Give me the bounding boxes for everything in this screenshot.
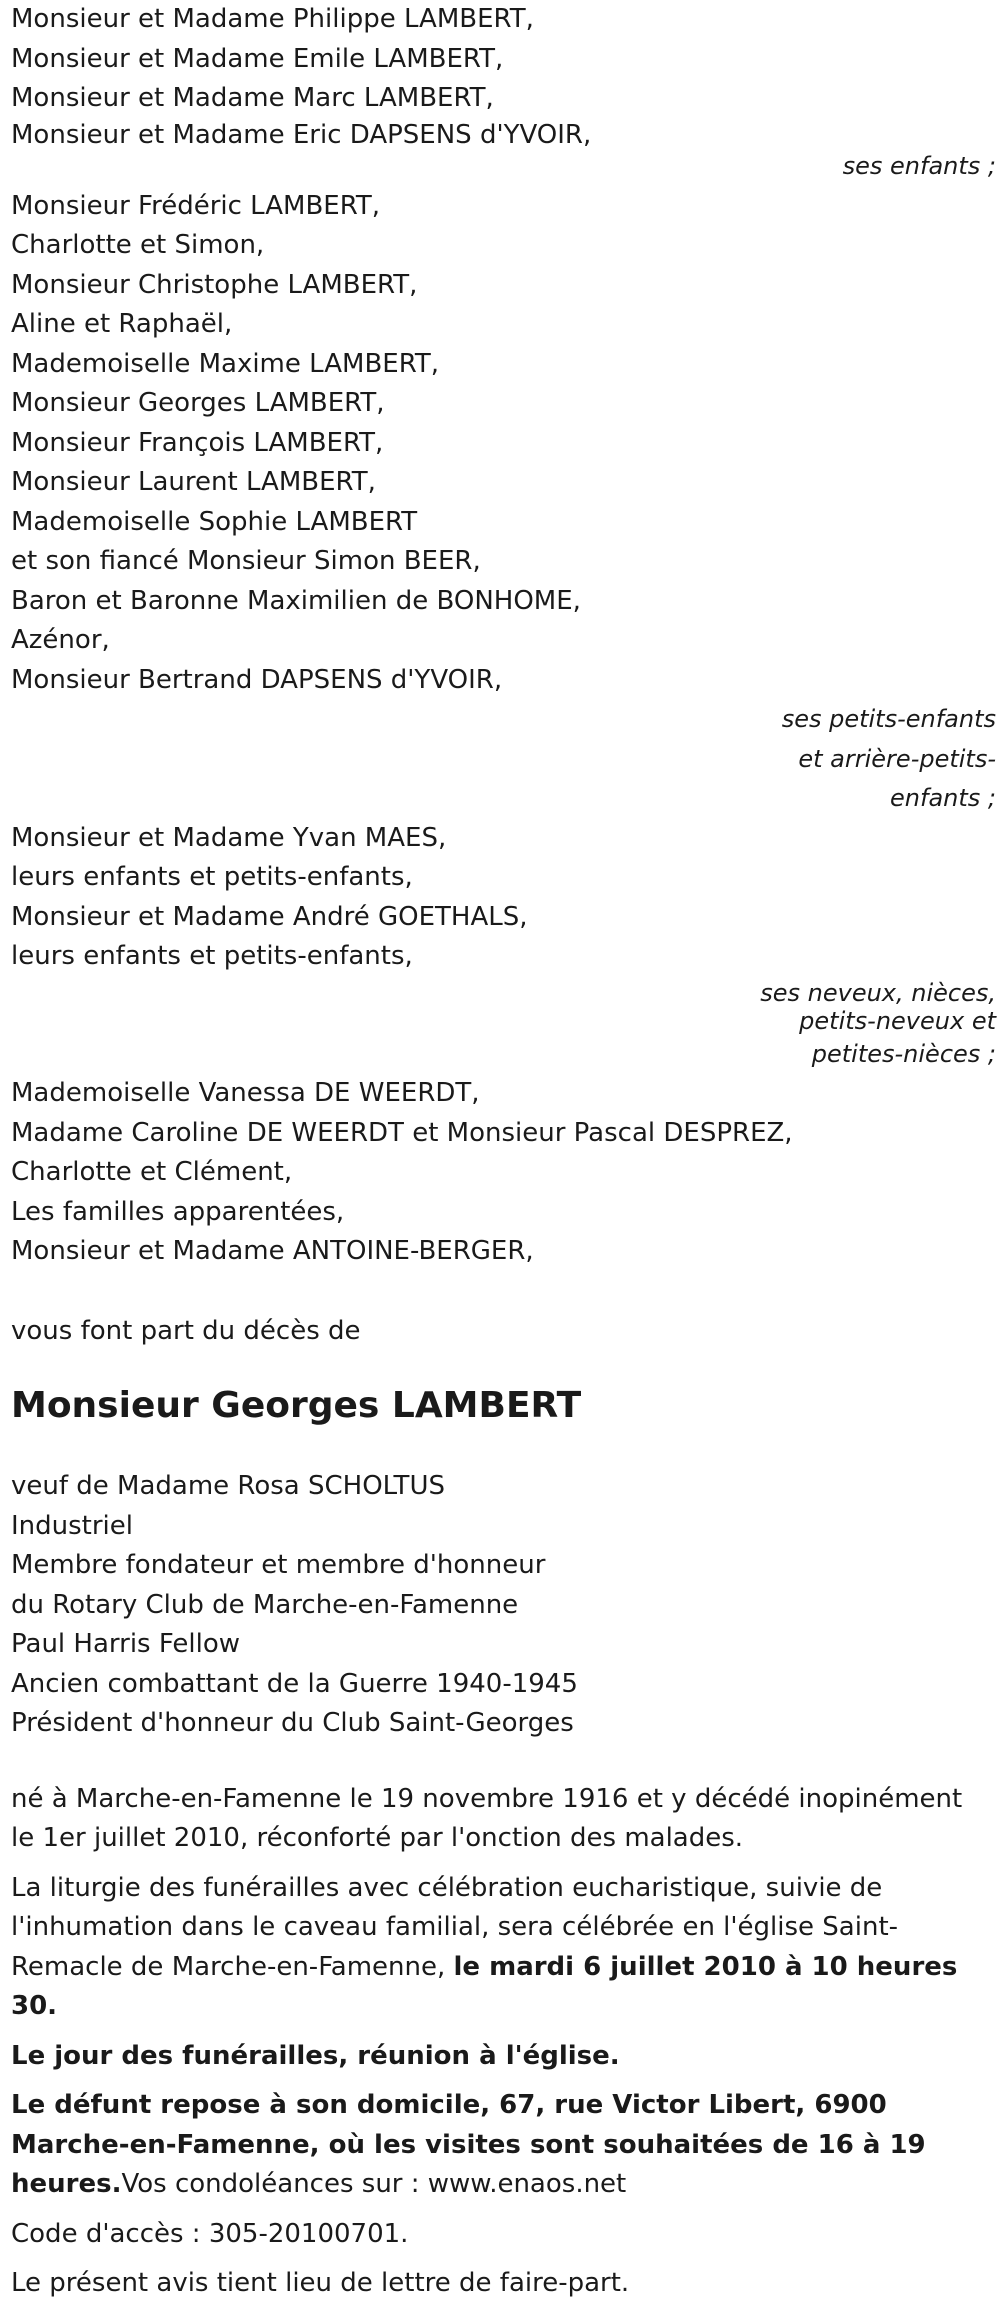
liturgy-date: le mardi 6 juillet 2010 à 10 heures 30. — [11, 1951, 958, 2021]
title-line: Paul Harris Fellow — [11, 1629, 240, 1659]
family-member: et son fiancé Monsieur Simon BEER, — [11, 546, 481, 576]
obituary-notice — [11, 0, 996, 2314]
family-member: Monsieur Frédéric LAMBERT, — [11, 190, 381, 221]
title-line: Membre fondateur et membre d'honneur — [11, 1550, 546, 1580]
family-member: Monsieur François LAMBERT, — [11, 427, 384, 458]
family-member: Monsieur et Madame André GOETHALS, — [11, 901, 528, 932]
deceased-name: Monsieur Georges LAMBERT — [11, 1385, 582, 1426]
children-list — [11, 0, 996, 151]
title-line: veuf de Madame Rosa SCHOLTUS — [11, 1471, 445, 1501]
title-line: Président d'honneur du Club Saint-Georges — [11, 1708, 574, 1738]
title-line: du Rotary Club de Marche-en-Famenne — [11, 1589, 519, 1620]
rest-text: Le défunt repose à son domicile, 67, rue Victor Libert, 6900 Marche-en-Famenne, où les visites sont souhaitées de 16 à 19 heures. — [11, 2090, 926, 2199]
family-member: Monsieur Georges LAMBERT, — [11, 388, 385, 418]
family-member: Charlotte et Clément, — [11, 1157, 293, 1187]
family-member: Monsieur Bertrand DAPSENS d'YVOIR, — [11, 664, 503, 695]
family-member: Monsieur et Madame ANTOINE-BERGER, — [11, 1236, 534, 1266]
liturgy-text: La liturgie des funérailles avec célébration eucharistique, suivie de l'inhumation dans le caveau familial, sera célébrée en l'église Saint-Remacle de Marche-en-Famenne, — [11, 1872, 899, 1982]
family-member: Monsieur et Madame Yvan MAES, — [11, 822, 447, 853]
title-line: Ancien combattant de la Guerre 1940-1945 — [11, 1668, 578, 1699]
grandchildren-list — [11, 187, 996, 701]
other-relatives-list — [11, 1074, 996, 1272]
family-member: Madame Caroline DE WEERDT et Monsieur Pascal DESPREZ, — [11, 1117, 793, 1148]
meeting-text: Le jour des funérailles, réunion à l'église. — [11, 2040, 620, 2071]
deceased-titles — [11, 1467, 996, 1744]
birth-death-paragraph: né à Marche-en-Famenne le 19 novembre 1916 et y décédé inopinément le 1er juillet 2010, réconforté par l'onction des malades. — [11, 1783, 963, 1853]
family-member: Mademoiselle Vanessa DE WEERDT, — [11, 1078, 480, 1108]
condolences-text: Vos condoléances sur : www.enaos.net — [121, 2169, 627, 2199]
family-member: Azénor, — [11, 625, 110, 655]
family-member: Monsieur Laurent LAMBERT, — [11, 467, 376, 497]
nephews-list — [11, 819, 996, 977]
family-member: Mademoiselle Sophie LAMBERT — [11, 506, 418, 537]
meeting-paragraph — [11, 2037, 991, 2077]
rest-paragraph — [11, 2086, 991, 2205]
title-line: Industriel — [11, 1510, 134, 1541]
announcement-text: vous font part du décès de — [11, 1315, 361, 1346]
liturgy-paragraph — [11, 1869, 991, 2027]
family-member: Monsieur et Madame Eric DAPSENS d'YVOIR, — [11, 119, 592, 150]
family-member: Monsieur et Madame Philippe LAMBERT, — [11, 4, 534, 34]
family-member: Aline et Raphaël, — [11, 309, 233, 339]
family-member: Monsieur et Madame Marc LAMBERT, — [11, 83, 494, 113]
access-code: Code d'accès : 305-20100701. — [11, 2218, 409, 2249]
family-member: Les familles apparentées, — [11, 1196, 345, 1227]
children-role: ses enfants ; — [842, 151, 996, 180]
grandchildren-role: ses petits-enfants et arrière-petits- enfants ; — [781, 705, 996, 812]
family-member: Charlotte et Simon, — [11, 230, 265, 260]
closing-text: Le présent avis tient lieu de lettre de faire-part. — [11, 2268, 630, 2298]
family-member: Baron et Baronne Maximilien de BONHOME, — [11, 585, 581, 616]
family-member: Mademoiselle Maxime LAMBERT, — [11, 348, 440, 379]
family-member: leurs enfants et petits-enfants, — [11, 862, 413, 892]
family-member: leurs enfants et petits-enfants, — [11, 941, 413, 971]
nephews-role: ses neveux, nièces, petits-neveux et petites-nièces ; — [760, 978, 996, 1068]
family-member: Monsieur Christophe LAMBERT, — [11, 269, 418, 300]
family-member: Monsieur et Madame Emile LAMBERT, — [11, 43, 504, 74]
